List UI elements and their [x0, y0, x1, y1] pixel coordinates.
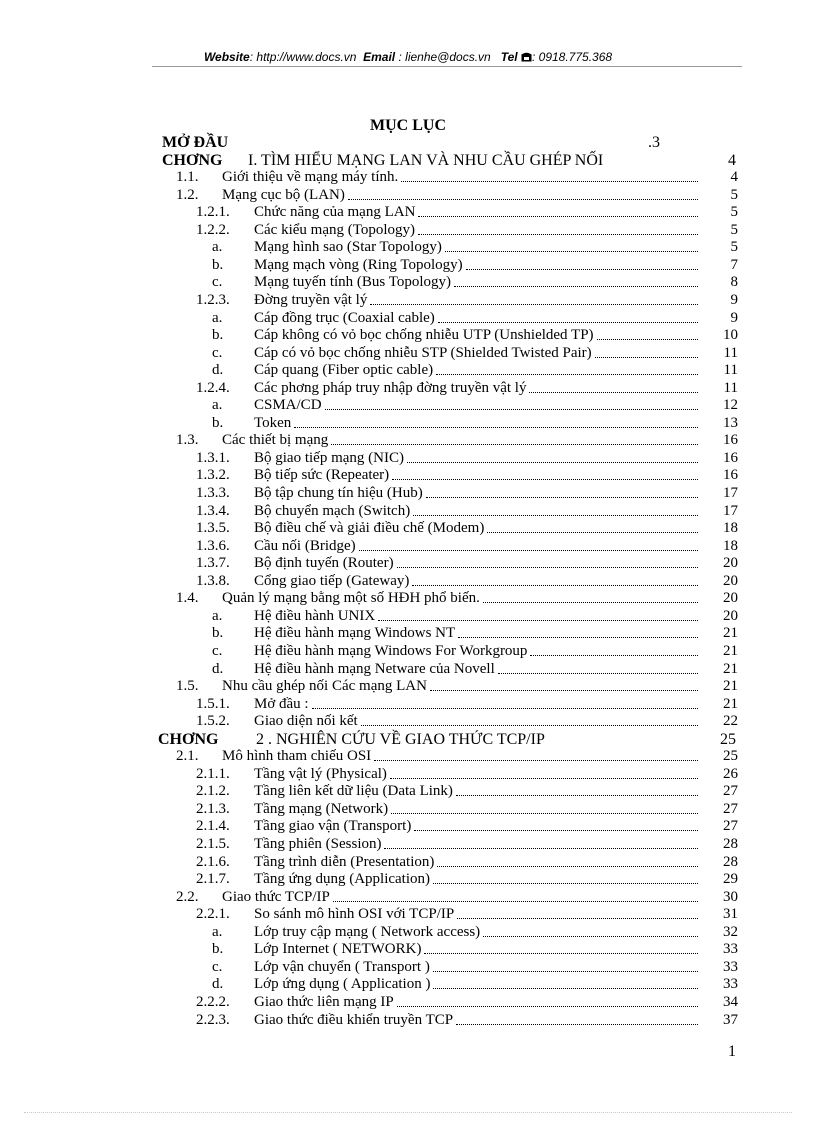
toc-leader-dots — [433, 988, 698, 989]
toc-entry-number: a. — [212, 397, 223, 414]
toc-entry-title: Đờng truyền vật lý — [254, 291, 368, 308]
toc-entry — [0, 520, 816, 538]
toc-entry-title: Lớp Internet ( NETWORK) — [254, 941, 422, 958]
toc-entry-number: c. — [212, 274, 223, 291]
toc-leader-dots — [445, 251, 698, 252]
toc-entry-title: Giao thức điều khiển truyền TCP — [254, 1011, 454, 1028]
toc-entry — [0, 467, 816, 485]
toc-entry-title: Tầng vật lý (Physical) — [254, 765, 387, 782]
toc-leader-dots — [325, 409, 698, 410]
toc-entry-title: Bộ chuyển mạch (Switch) — [254, 502, 411, 519]
toc-entry-page: 26 — [723, 765, 738, 782]
toc-entry-page: 11 — [723, 362, 738, 379]
toc-entry-title: Mạng tuyến tính (Bus Topology) — [254, 274, 451, 291]
toc-entry-number: 2.1.6. — [196, 853, 230, 870]
toc-entry-page: .3 — [648, 134, 660, 151]
toc-entry-number: d. — [212, 660, 224, 677]
toc-entry-title: CSMA/CD — [254, 397, 322, 414]
page-header — [0, 50, 816, 64]
toc-leader-dots — [374, 760, 698, 761]
toc-leader-dots — [457, 918, 698, 919]
toc-leader-dots — [430, 690, 698, 691]
toc-entry-title: Hệ điều hành mạng Windows NT — [254, 625, 456, 642]
toc-leader-dots — [414, 830, 698, 831]
toc-entry-number: b. — [212, 256, 224, 273]
toc-entry — [0, 906, 816, 924]
toc-entry-number: c. — [212, 344, 223, 361]
toc-entry-page: 25 — [723, 748, 738, 765]
tel-label: Tel — [500, 50, 518, 64]
toc-entry — [0, 274, 816, 292]
toc-entry-title: Tầng liên kết dữ liệu (Data Link) — [254, 783, 453, 800]
toc-leader-dots — [397, 1006, 698, 1007]
toc-leader-dots — [456, 795, 698, 796]
toc-entry-title: Tầng ứng dụng (Application) — [254, 871, 431, 888]
toc-leader-dots — [438, 322, 698, 323]
toc-entry — [0, 310, 816, 328]
toc-entry-number: 1.5.1. — [196, 695, 230, 712]
toc-leader-dots — [331, 444, 698, 445]
toc-entry-number: c. — [212, 642, 223, 659]
toc-entry-title: Giao diện nối kết — [254, 713, 358, 730]
toc-entry-number: a. — [212, 239, 223, 256]
toc-entry-title: 2 . NGHIÊN CỨU VỀ GIAO THỨC TCP/IP — [256, 730, 545, 748]
toc-entry-title: Lớp ứng dụng ( Application ) — [254, 976, 431, 993]
toc-leader-dots — [595, 357, 698, 358]
toc-entry-title: Tầng trình diễn (Presentation) — [254, 853, 435, 870]
toc-entry-number: CHƠNG — [158, 730, 219, 748]
toc-entry — [0, 1012, 816, 1030]
toc-entry-number: 1.3.4. — [196, 502, 230, 519]
toc-entry-title: Các thiết bị mạng — [222, 432, 329, 449]
toc-entry-number: b. — [212, 414, 224, 431]
toc-entry — [0, 696, 816, 714]
toc-leader-dots — [529, 392, 698, 393]
toc-leader-dots — [384, 848, 698, 849]
toc-entry-number: 2.1.5. — [196, 836, 230, 852]
toc-entry-title: Chức năng của mạng LAN — [254, 204, 416, 221]
toc-entry — [0, 187, 816, 205]
toc-entry — [0, 503, 816, 521]
toc-entry — [0, 976, 816, 994]
toc-entry-title: Giới thiệu về mạng máy tính. — [222, 169, 399, 186]
toc-entry-page: 5 — [730, 221, 738, 238]
toc-leader-dots — [433, 971, 698, 972]
toc-entry — [0, 871, 816, 889]
toc-entry-number: 1.2.1. — [196, 204, 230, 221]
toc-leader-dots — [401, 181, 698, 182]
toc-entry-title: Bộ điều chế và giải điều chế (Modem) — [254, 520, 485, 537]
toc-entry-number: d. — [212, 976, 224, 993]
toc-entry-page: 21 — [723, 695, 738, 712]
toc-leader-dots — [390, 778, 698, 779]
toc-entry — [0, 485, 816, 503]
toc-entry-page: 11 — [723, 379, 738, 396]
toc-leader-dots — [436, 374, 698, 375]
toc-leader-dots — [433, 883, 698, 884]
toc-entry — [0, 538, 816, 556]
toc-entry-page: 20 — [723, 555, 738, 572]
toc-entry — [0, 801, 816, 819]
page-number: 1 — [728, 1043, 736, 1060]
toc-entry-page: 8 — [730, 274, 738, 291]
toc-entry-title: Cáp có vỏ bọc chống nhiễu STP (Shielded Twisted Pair) — [254, 344, 592, 361]
email-label: Email — [363, 50, 396, 64]
toc-entry-number: 1.5.2. — [196, 713, 230, 730]
toc-entry-number: 1.2.3. — [196, 291, 230, 308]
toc-entry-title: Lớp truy cập mạng ( Network access) — [254, 923, 481, 940]
toc-leader-dots — [456, 1024, 698, 1025]
toc-entry-number: 2.2.2. — [196, 993, 230, 1010]
toc-entry-page: 27 — [723, 783, 738, 800]
toc-entry-number: 1.3.2. — [196, 467, 230, 484]
toc-leader-dots — [378, 620, 698, 621]
toc-entry-page: 20 — [723, 590, 738, 607]
website-value: : http://www.docs.vn — [249, 50, 357, 64]
toc-entry — [0, 134, 816, 152]
toc-leader-dots — [454, 286, 698, 287]
tel-value: : 0918.775.368 — [531, 50, 613, 64]
toc-leader-dots — [413, 515, 698, 516]
toc-entry-number: 2.1.2. — [196, 783, 230, 800]
header-divider — [152, 66, 742, 67]
toc-entry-number: 1.3.3. — [196, 485, 230, 501]
toc-entry — [0, 748, 816, 766]
toc-leader-dots — [348, 199, 698, 200]
toc-entry-number: 1.3.6. — [196, 537, 230, 554]
toc-entry-title: Giao thức TCP/IP — [222, 888, 330, 905]
toc-entry-number: b. — [212, 941, 224, 958]
toc-entry-page: 11 — [723, 344, 738, 361]
toc-entry-page: 5 — [730, 204, 738, 221]
toc-leader-dots — [392, 479, 698, 480]
toc-entry-page: 16 — [723, 432, 738, 449]
toc-entry — [0, 994, 816, 1012]
toc-entry-number: 2.2.3. — [196, 1011, 230, 1028]
footer-divider — [24, 1112, 792, 1113]
toc-entry-page: 16 — [723, 467, 738, 484]
toc-leader-dots — [418, 234, 698, 235]
toc-entry — [0, 169, 816, 187]
toc-entry-title: Các kiểu mạng (Topology) — [254, 221, 415, 238]
toc-entry — [0, 450, 816, 468]
toc-entry-number: 2.1.3. — [196, 800, 230, 817]
toc-entry — [0, 292, 816, 310]
toc-entry-number: 2.1.7. — [196, 871, 230, 888]
toc-entry-page: 17 — [723, 485, 738, 501]
toc-entry-page: 30 — [723, 888, 738, 905]
toc-leader-dots — [312, 708, 698, 709]
toc-entry — [0, 345, 816, 363]
toc-entry — [0, 766, 816, 784]
toc-entry-title: Mạng hình sao (Star Topology) — [254, 239, 442, 256]
toc-entry — [0, 362, 816, 380]
toc-leader-dots — [370, 304, 698, 305]
toc-entry-number: 1.2.4. — [196, 379, 230, 396]
toc-entry-title: Mô hình tham chiếu OSI — [222, 748, 372, 765]
toc-leader-dots — [597, 339, 698, 340]
toc-entry-title: Cổng giao tiếp (Gateway) — [254, 572, 410, 589]
toc-entry-number: a. — [212, 607, 223, 624]
toc-entry-page: 5 — [730, 186, 738, 203]
toc-entry-page: 18 — [723, 537, 738, 554]
toc-entry-page: 34 — [723, 993, 738, 1010]
toc-entry — [0, 590, 816, 608]
toc-entry-page: 16 — [723, 449, 738, 466]
toc-entry — [0, 239, 816, 257]
toc-entry-page: 21 — [723, 625, 738, 642]
toc-entry — [0, 222, 816, 240]
toc-entry — [0, 783, 816, 801]
toc-entry-number: 1.2. — [176, 186, 199, 203]
toc-entry-title: Nhu cầu ghép nối Các mạng LAN — [222, 678, 427, 695]
toc-leader-dots — [483, 936, 698, 937]
toc-entry-page: 13 — [723, 414, 738, 431]
toc-entry — [0, 731, 816, 749]
toc-entry-page: 4 — [728, 151, 736, 169]
toc-entry-page: 18 — [723, 520, 738, 537]
toc-entry-page: 29 — [723, 871, 738, 888]
website-label: Website — [203, 50, 250, 64]
toc-entry-page: 22 — [723, 713, 738, 730]
toc-entry-number: 1.4. — [176, 590, 199, 607]
toc-entry-title: Giao thức liên mạng IP — [254, 993, 394, 1010]
phone-icon — [521, 50, 532, 64]
toc-leader-dots — [424, 953, 698, 954]
toc-entry — [0, 327, 816, 345]
toc-entry — [0, 643, 816, 661]
toc-leader-dots — [359, 550, 698, 551]
toc-entry-title: Mở đầu : — [254, 695, 309, 712]
toc-entry — [0, 152, 816, 170]
toc-entry-page: 20 — [723, 607, 738, 624]
toc-entry-title: Tầng phiên (Session) — [254, 836, 382, 852]
toc-leader-dots — [466, 269, 698, 270]
toc-entry-page: 20 — [723, 572, 738, 589]
toc-entry — [0, 854, 816, 872]
toc-leader-dots — [458, 637, 698, 638]
toc-entry-number: 2.2. — [176, 888, 199, 905]
toc-entry-number: 1.5. — [176, 678, 199, 695]
toc-leader-dots — [483, 602, 698, 603]
toc-entry-page: 21 — [723, 642, 738, 659]
toc-entry-title: Bộ tiếp sức (Repeater) — [254, 467, 390, 484]
toc-entry-number: 1.3.1. — [196, 449, 230, 466]
toc-entry-number: d. — [212, 362, 224, 379]
toc-entry-title: Hệ điều hành mạng Netware của Novell — [254, 660, 495, 677]
toc-entry-number: 1.3.7. — [196, 555, 230, 572]
toc-entry-title: Mạng mạch vòng (Ring Topology) — [254, 256, 463, 273]
toc-entry-page: 25 — [720, 730, 736, 748]
toc-entry — [0, 959, 816, 977]
toc-entry-title: Cáp đồng trục (Coaxial cable) — [254, 309, 435, 326]
toc-entry-title: I. TÌM HIỂU MẠNG LAN VÀ NHU CẦU GHÉP NỐI — [248, 151, 604, 169]
toc-entry — [0, 661, 816, 679]
toc-entry-title: Hệ điều hành UNIX — [254, 607, 376, 624]
toc-entry — [0, 380, 816, 398]
toc-entry-page: 4 — [730, 169, 738, 186]
toc-entry-page: 7 — [730, 256, 738, 273]
toc-entry-number: b. — [212, 327, 224, 344]
toc-entry-page: 21 — [723, 678, 738, 695]
toc-entry-page: 33 — [723, 941, 738, 958]
toc-leader-dots — [530, 655, 698, 656]
toc-entry — [0, 678, 816, 696]
toc-entry — [0, 257, 816, 275]
toc-entry-title: Token — [254, 414, 292, 431]
toc-entry-number: 2.1.1. — [196, 765, 230, 782]
toc-entry-title: Quản lý mạng bằng một số HĐH phổ biến. — [222, 590, 480, 607]
toc-entry-number: b. — [212, 625, 224, 642]
toc-entry-title: Cáp quang (Fiber optic cable) — [254, 362, 434, 379]
toc-entry-page: 27 — [723, 818, 738, 835]
toc-entry-page: 10 — [723, 327, 738, 344]
toc-entry-number: c. — [212, 958, 223, 975]
toc-leader-dots — [437, 866, 698, 867]
toc-entry-number: 1.3.5. — [196, 520, 230, 537]
toc-entry-number: 2.1. — [176, 748, 199, 765]
toc-entry — [0, 941, 816, 959]
toc-entry-title: Lớp vận chuyển ( Transport ) — [254, 958, 430, 975]
toc-entry-number: a. — [212, 923, 223, 940]
toc-leader-dots — [407, 462, 698, 463]
toc-entry-title: Mạng cục bộ (LAN) — [222, 186, 345, 203]
toc-entry — [0, 415, 816, 433]
toc-entry-number: 1.2.2. — [196, 221, 230, 238]
toc-entry-number: 1.3.8. — [196, 572, 230, 589]
toc-entry — [0, 204, 816, 222]
toc-entry-number: 1.3. — [176, 432, 199, 449]
toc-entry — [0, 573, 816, 591]
toc-entry-page: 27 — [723, 800, 738, 817]
toc-entry-title: Tầng giao vận (Transport) — [254, 818, 412, 835]
toc-entry-number: MỞ ĐẦU — [162, 134, 229, 151]
toc-leader-dots — [361, 725, 698, 726]
toc-entry-title: Cầu nối (Bridge) — [254, 537, 356, 554]
toc-entry-title: Bộ định tuyến (Router) — [254, 555, 394, 572]
toc-entry-title: Hệ điều hành mạng Windows For Workgroup — [254, 642, 528, 659]
toc-leader-dots — [397, 567, 698, 568]
toc-entry-title: Cáp không có vỏ bọc chống nhiễu UTP (Unshielded TP) — [254, 327, 594, 344]
toc-leader-dots — [418, 216, 698, 217]
toc-entry-page: 5 — [730, 239, 738, 256]
toc-entry-page: 21 — [723, 660, 738, 677]
toc-entry-page: 37 — [723, 1011, 738, 1028]
toc-entry — [0, 818, 816, 836]
page-title: MỤC LỤC — [370, 117, 446, 134]
toc-entry-page: 9 — [730, 291, 738, 308]
toc-entry-page: 33 — [723, 958, 738, 975]
toc-leader-dots — [412, 585, 698, 586]
email-value: : lienhe@docs.vn — [398, 50, 491, 64]
toc-entry-page: 33 — [723, 976, 738, 993]
toc-entry — [0, 713, 816, 731]
toc-entry-page: 31 — [723, 906, 738, 923]
toc-leader-dots — [333, 901, 698, 902]
toc-entry-number: 2.2.1. — [196, 906, 230, 923]
toc-leader-dots — [498, 673, 698, 674]
toc-entry-page: 9 — [730, 309, 738, 326]
toc-entry-page: 28 — [723, 836, 738, 852]
toc-entry-title: Bộ giao tiếp mạng (NIC) — [254, 449, 404, 466]
toc-leader-dots — [487, 532, 698, 533]
toc-entry — [0, 432, 816, 450]
toc-entry — [0, 889, 816, 907]
toc-entry — [0, 924, 816, 942]
toc-entry-number: a. — [212, 309, 223, 326]
toc-entry-title: Bộ tập chung tín hiệu (Hub) — [254, 485, 423, 501]
toc-entry-number: 1.1. — [176, 169, 199, 186]
toc-entry-number: CHƠNG — [162, 151, 223, 169]
toc-entry-title: So sánh mô hình OSI với TCP/IP — [254, 906, 455, 923]
toc-entry-page: 12 — [723, 397, 738, 414]
toc-leader-dots — [294, 427, 698, 428]
toc-entry — [0, 836, 816, 854]
toc-entry — [0, 608, 816, 626]
toc-leader-dots — [391, 813, 698, 814]
toc-entry-title: Các phơng pháp truy nhập đờng truyền vật lý — [254, 379, 527, 396]
toc-entry-page: 28 — [723, 853, 738, 870]
toc-entry — [0, 555, 816, 573]
toc-entry-number: 2.1.4. — [196, 818, 230, 835]
toc-entry-title: Tầng mạng (Network) — [254, 800, 389, 817]
toc-entry-page: 32 — [723, 923, 738, 940]
toc-entry — [0, 625, 816, 643]
toc-entry — [0, 397, 816, 415]
toc-entry-page: 17 — [723, 502, 738, 519]
toc-leader-dots — [426, 497, 698, 498]
